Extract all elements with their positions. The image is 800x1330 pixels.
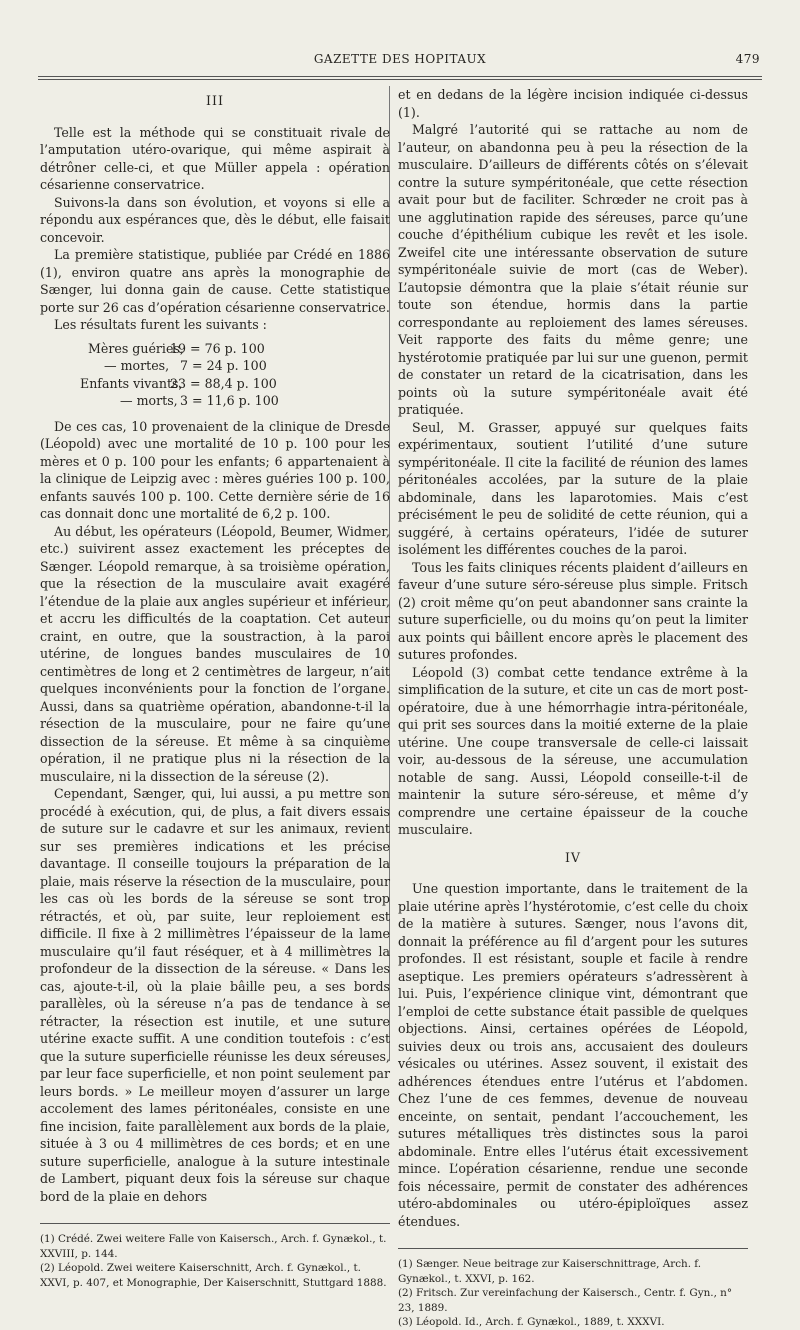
left-column (40, 86, 390, 1205)
stats-row (40, 392, 390, 410)
right-column (398, 86, 748, 1230)
stats-label: Mères guéries, (88, 340, 184, 356)
footnote-rule (40, 1223, 390, 1224)
section-heading: III (206, 93, 224, 108)
paragraph: Tous les faits cliniques récents plaident d’ailleurs en faveur d’une suture séro-séreuse plus simple. Fritsch (2) croit même qu’on peut abandonner sans crainte la suture superficielle, ou du moins qu’on peut la limiter aux points qui bâillent encore après le placement des sutures profondes. (398, 559, 748, 662)
footnote: (1) Crédé. Zwei weitere Falle von Kaisersch., Arch. f. Gynækol., t. XXVIII, p. 144. (40, 1233, 387, 1260)
stats-label: — morts, (120, 393, 178, 408)
stats-row (40, 340, 390, 358)
paragraph: De ces cas, 10 provenaient de la clinique de Dresde (Léopold) avec une mortalité de 10 p. 100 pour les mères et 0 p. 100 pour les enfants; 6 appartenaient à la clinique de Leipzig avec : mères guéries 100 p. 100, enfants sauvés 100 p. 100. Cette dernière série de 16 cas donnait donc une mortalité de 6,2 p. 100. (40, 418, 390, 521)
section-heading: IV (564, 849, 582, 865)
footnote: (1) Sænger. Neue beitrage zur Kaiserschnittrage, Arch. f. Gynækol., t. XXVI, p. 162. (398, 1258, 702, 1285)
paragraph: Malgré l’autorité qui se rattache au nom de l’auteur, on abandonna peu à peu la résection de la musculaire. D’ailleurs de différents côtés on s’élevait contre la suture sympéritonéale, que cette résection avait pour but de faciliter. Schrœder ne croit pas à une agglutination rapide des séreuses, parce qu’une couche d’épithélium cubique les revêt et les isole. Zweifel cite une intéressante observation de suture sympéritonéale suivie de mort (cas de Weber). L’autopsie démontra que la plaie s’était réunie sur toute son étendue, hormis dans la partie correspondante au reploiement des lames séreuses. Veit rapporte des faits du même genre; une hystérotomie pratiquée par lui sur une guenon, permit de constater un retard de la cicatrisation, dans les points où la suture sympéritonéale avait été pratiquée. (398, 122, 748, 417)
stats-label: — mortes, (104, 358, 170, 373)
left-footnotes (40, 1223, 390, 1290)
stats-value: 7 = 24 p. 100 (180, 358, 267, 373)
paragraph: et en dedans de la légère incision indiquée ci-dessus (1). (398, 87, 748, 120)
footnote: (2) Fritsch. Zur vereinfachung der Kaisersch., Centr. f. Gyn., n° 23, 1889. (398, 1287, 733, 1314)
right-footnotes (398, 1248, 748, 1330)
paragraph: Les résultats furent les suivants : (54, 317, 267, 332)
footnote: (2) Léopold. Zwei weitere Kaiserschnitt, Arch. f. Gynækol., t. XXVI, p. 407, et Monographie, Der Kaiserschnitt, Stuttgard 1888. (40, 1262, 387, 1289)
footnote-rule (398, 1248, 748, 1249)
stats-value: 19 = 76 p. 100 (170, 340, 265, 356)
footnote: (3) Léopold. Id., Arch. f. Gynækol., 1889, t. XXXVI. (398, 1316, 665, 1328)
page-number: 479 (735, 52, 760, 66)
stats-value: 23 = 88,4 p. 100 (170, 375, 277, 391)
paragraph: Seul, M. Grasser, appuyé sur quelques faits expérimentaux, soutient l’utilité d’une suture sympéritonéale. Il cite la facilité de réunion des lames péritonéales accolées, par la suture de la plaie abdominale, dans les laparotomies. Mais c’est précisément le peu de solidité de cette réunion, qui a suggéré, à certains opérateurs, l’idée de suturer isolément les différentes couches de la paroi. (398, 419, 748, 557)
paragraph: Telle est la méthode qui se constituait rivale de l’amputation utéro-ovarique, qui même aspirait à détrôner celle-ci, et que Müller appela : opération césarienne conservatrice. (40, 124, 390, 192)
statistics-table (40, 340, 390, 410)
stats-row (40, 375, 390, 393)
paragraph: Léopold (3) combat cette tendance extrême à la simplification de la suture, et cite un cas de mort post-opératoire, due à une hémorrhagie intra-péritonéale, qui prit ses sources dans la moitié externe de la plaie utérine. Une coupe transversale de celle-ci laissait voir, au-dessous de la séreuse, une accumulation notable de sang. Aussi, Léopold conseille-t-il de maintenir la suture séro-séreuse, et même d’y comprendre une certaine épaisseur de la couche musculaire. (398, 664, 748, 837)
stats-value: 3 = 11,6 p. 100 (180, 393, 279, 408)
journal-title: GAZETTE DES HOPITAUX (313, 52, 487, 66)
paragraph: Au début, les opérateurs (Léopold, Beumer, Widmer, etc.) suivirent assez exactement les préceptes de Sænger. Léopold remarque, à sa troisième opération, que la résection de la musculaire avait exagéré l’étendue de la plaie aux angles supérieur et inférieur, et accru les difficultés de la coaptation. Cet auteur craint, en outre, que la soustraction, à la paroi utérine, de longues bandes musculaires de 10 centimètres de long et 2 centimètres de largeur, n’ait quelques inconvénients pour la fonction de l’organe. Aussi, dans sa quatrième opération, abandonne-t-il la résection de la musculaire, pour ne faire qu’une dissection de la séreuse. Et même à sa cinquième opération, il ne pratique plus ni la résection de la musculaire, ni la dissection de la séreuse (2). (40, 523, 390, 784)
paragraph: La première statistique, publiée par Crédé en 1886 (1), environ quatre ans après la monographie de Sænger, lui donna gain de cause. Cette statistique porte sur 26 cas d’opération césarienne conservatrice. (40, 247, 390, 315)
paragraph: Cependant, Sænger, qui, lui aussi, a pu mettre son procédé à exécution, qui, de plus, a fait divers essais de suture sur le cadavre et sur les animaux, revient sur ses premières indications et les précise davantage. Il conseille toujours la préparation de la plaie, mais réserve la résection de la musculaire, pour les cas où les bords de la séreuse se sont trop rétractés, et où, par suite, leur reploiement est difficile. Il fixe à 2 millimètres l’épaisseur de la lame musculaire qu’il faut réséquer, et à 4 millimètres la profondeur de la dissection de la séreuse. « Dans les cas, ajoute-t-il, où la plaie bâille peu, a ses bords parallèles, où la séreuse n’a pas de tendance à se rétracter, la résection est inutile, et une suture utérine exacte suffit. A une condition toutefois : c’est que la suture superficielle réunisse les deux séreuses, par leur face superficielle, et non point seulement par leurs bords. » Le meilleur moyen d’assurer un large accolement des lames péritonéales, consiste en une fine incision, faite parallèlement aux bords de la plaie, située à 3 ou 4 millimètres de ces bords; et en une suture superficielle, analogue à la suture intestinale de Lambert, piquant deux fois la séreuse sur chaque bord de la plaie en dehors (40, 786, 390, 1204)
paragraph: Suivons-la dans son évolution, et voyons si elle a répondu aux espérances que, dès le début, elle faisait concevoir. (40, 194, 390, 245)
paragraph: Une question importante, dans le traitement de la plaie utérine après l’hystérotomie, c’est celle du choix de la matière à sutures. Sænger, nous l’avons dit, donnait la préférence au fil d’argent pour les sutures profondes. Il est résistant, souple et facile à rendre aseptique. Les premiers opérateurs s’adressèrent à lui. Puis, l’expérience clinique vint, démontrant que l’emploi de cette substance était passible de quelques objections. Ainsi, certaines opérées de Léopold, suivies deux ou trois ans, accusaient des douleurs vésicales ou utérines. Assez souvent, il existait des adhérences étendues entre l’utérus et l’abdomen. Chez l’une de ces femmes, devenue de nouveau enceinte, on sentait, pendant l’accouchement, les sutures métalliques très distinctes sous la paroi abdominale. Entre elles l’utérus était excessivement mince. L’opération césarienne, rendue une seconde fois nécessaire, permit de constater des adhérences utéro-abdominales ou utéro-épiploïques assez étendues. (398, 881, 748, 1229)
header-rule (38, 76, 762, 80)
stats-label: Enfants vivants, (80, 375, 183, 391)
page-header (40, 50, 760, 72)
stats-row (40, 357, 390, 375)
